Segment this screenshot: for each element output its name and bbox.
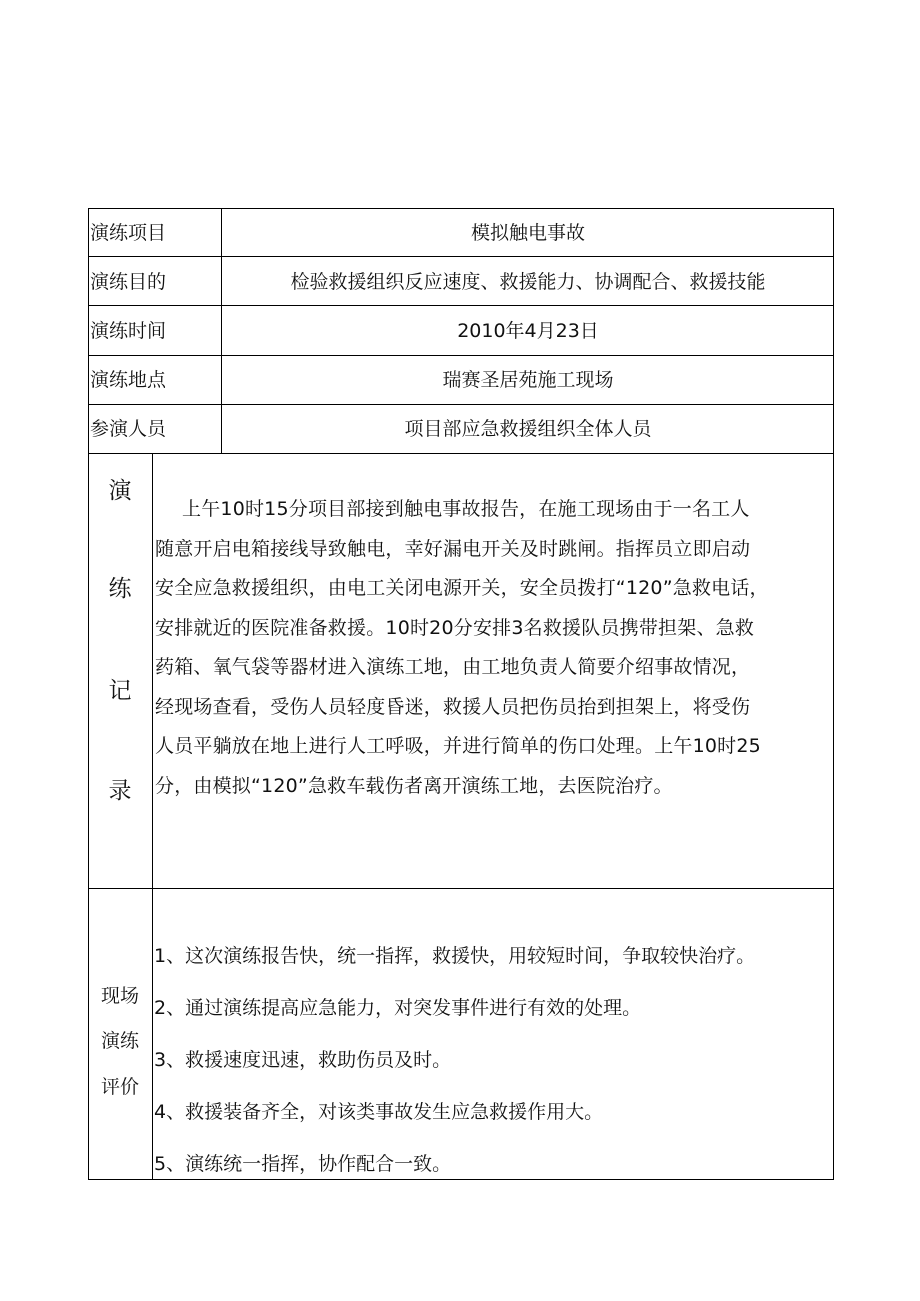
drill-purpose-label: 演练目的 <box>90 271 167 293</box>
drill-item-label: 演练项目 <box>90 222 167 244</box>
evaluation-item: 1、这次演练报告快，统一指挥，救援快，用较短时间，争取较快治疗。 <box>154 945 756 967</box>
evaluation-item: 5、演练统一指挥，协作配合一致。 <box>154 1153 452 1175</box>
evaluation-list <box>154 930 834 1190</box>
drill-purpose-value: 检验救援组织反应速度、救援能力、协调配合、救援技能 <box>290 271 766 293</box>
record-label-char: 录 <box>108 778 132 804</box>
record-label-char: 记 <box>108 678 132 704</box>
drill-record-text <box>155 490 834 806</box>
record-line: 随意开启电箱接线导致触电，幸好漏电开关及时跳闸。指挥员立即启动 <box>155 537 751 560</box>
record-line: 经现场查看，受伤人员轻度昏迷，救援人员把伤员抬到担架上，将受伤 <box>155 695 751 718</box>
record-line: 人员平躺放在地上进行人工呼吸，并进行简单的伤口处理。上午10时25 <box>155 735 761 757</box>
evaluation-label-line: 演练 <box>100 1030 139 1052</box>
record-line: 分，由模拟“120”急救车载伤者离开演练工地，去医院治疗。 <box>155 774 673 797</box>
record-label-char: 演 <box>108 478 132 504</box>
drill-time-label: 演练时间 <box>90 320 167 342</box>
participants-label: 参演人员 <box>90 418 167 440</box>
row-divider <box>88 888 834 889</box>
evaluation-label-line: 评价 <box>100 1076 139 1098</box>
row-divider <box>88 453 834 454</box>
record-line: 安排就近的医院准备救援。10时20分安排3名救援队员携带担架、急救 <box>155 616 755 639</box>
record-label-char: 练 <box>108 576 132 602</box>
record-line: 安全应急救援组织，由电工关闭电源开关，安全员拨打“120”急救电话， <box>155 577 769 599</box>
evaluation-item: 4、救援装备齐全，对该类事故发生应急救援作用大。 <box>154 1101 604 1123</box>
column-divider-record <box>152 453 153 1180</box>
drill-location-value: 瑞赛圣居苑施工现场 <box>442 369 614 391</box>
drill-time-value: 2010年4月23日 <box>457 320 599 342</box>
drill-location-label: 演练地点 <box>90 369 167 391</box>
evaluation-label-line: 现场 <box>100 985 139 1007</box>
record-line: 药箱、氧气袋等器材进入演练工地，由工地负责人简要介绍事故情况， <box>155 656 751 678</box>
evaluation-item: 2、通过演练提高应急能力，对突发事件进行有效的处理。 <box>154 997 642 1019</box>
record-line: 上午10时15分项目部接到触电事故报告，在施工现场由于一名工人 <box>182 498 750 520</box>
evaluation-item: 3、救援速度迅速，救助伤员及时。 <box>154 1049 452 1071</box>
participants-value: 项目部应急救援组织全体人员 <box>404 418 652 440</box>
drill-item-value: 模拟触电事故 <box>470 222 585 244</box>
drill-record-table <box>88 208 834 1180</box>
